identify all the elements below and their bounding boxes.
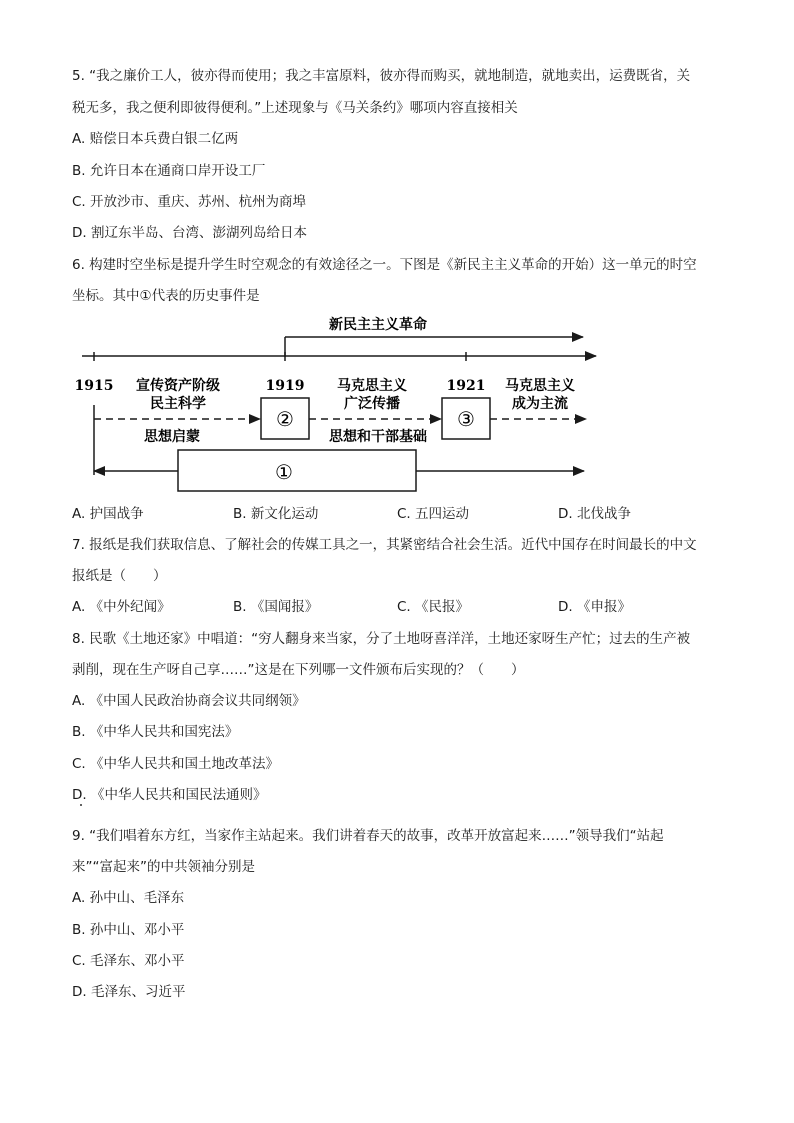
q5-stem-line1: 5. “我之廉价工人，彼亦得而使用；我之丰富原料，彼亦得而购买，就地制造，就地卖出，运费既省，关	[72, 68, 691, 84]
q7-option-b: B. 《国闻报》	[233, 599, 319, 615]
q8-option-b: B. 《中华人民共和国宪法》	[72, 724, 239, 740]
box-1-label: ①	[275, 460, 293, 484]
q5-stem-line2: 税无多，我之便利即彼得便利。”上述现象与《马关条约》哪项内容直接相关	[72, 100, 518, 116]
q8-option-d: D. 《中华人民共和国民法通则》	[72, 787, 267, 803]
q8-stem-line2: 剥削，现在生产呀自己享……”这是在下列哪一文件颁布后实现的？（ ）	[72, 662, 525, 678]
q7-option-c: C. 《民报》	[397, 599, 470, 615]
label-enlightenment: 思想启蒙	[144, 429, 200, 445]
q7-stem-line1: 7. 报纸是我们获取信息、了解社会的传媒工具之一，其紧密结合社会生活。近代中国存在时间最长的中文	[72, 537, 697, 553]
q6-stem-line2: 坐标。其中①代表的历史事件是	[72, 288, 260, 304]
q9-option-c: C. 毛泽东、邓小平	[72, 953, 185, 969]
q8-option-c: C. 《中华人民共和国土地改革法》	[72, 756, 280, 772]
label-bourgeois-l1: 宣传资产阶级	[136, 378, 220, 394]
year-1915: 1915	[74, 378, 114, 394]
q8-stem-line1: 8. 民歌《土地还家》中唱道：“穷人翻身来当家，分了土地呀喜洋洋，土地还家呀生产忙；过去的生产被	[72, 631, 691, 647]
q7-stem-line2: 报纸是（ ）	[72, 568, 167, 584]
label-marxism-main-l1: 马克思主义	[505, 378, 575, 394]
year-1919: 1919	[265, 378, 305, 394]
timeline-diagram	[0, 305, 794, 500]
label-marxism-main-l2: 成为主流	[512, 396, 568, 412]
q7-option-d: D. 《申报》	[558, 599, 631, 615]
q5-option-d: D. 割辽东半岛、台湾、澎湖列岛给日本	[72, 225, 307, 241]
label-foundation: 思想和干部基础	[329, 429, 427, 445]
q7-option-a: A. 《中外纪闻》	[72, 599, 171, 615]
q6-option-a: A. 护国战争	[72, 506, 144, 522]
q6-option-d: D. 北伐战争	[558, 506, 631, 522]
q9-stem-line1: 9. “我们唱着东方红，当家作主站起来。我们讲着春天的故事，改革开放富起来……”领导我们“站起	[72, 828, 664, 844]
stray-dot	[80, 804, 82, 806]
label-marxism-spread-l2: 广泛传播	[344, 396, 400, 412]
year-1921: 1921	[446, 378, 486, 394]
box-2-label: ②	[276, 407, 294, 431]
q9-option-d: D. 毛泽东、习近平	[72, 984, 186, 1000]
q9-option-a: A. 孙中山、毛泽东	[72, 890, 185, 906]
label-marxism-spread-l1: 马克思主义	[337, 378, 407, 394]
q9-option-b: B. 孙中山、邓小平	[72, 922, 185, 938]
label-bourgeois-l2: 民主科学	[150, 396, 206, 412]
q5-option-a: A. 赔偿日本兵费白银二亿两	[72, 131, 239, 147]
q6-stem-line1: 6. 构建时空坐标是提升学生时空观念的有效途径之一。下图是《新民主主义革命的开始）这一单元的时空	[72, 257, 697, 273]
box-1	[178, 450, 416, 491]
q6-option-b: B. 新文化运动	[233, 506, 319, 522]
q6-option-c: C. 五四运动	[397, 506, 470, 522]
q9-stem-line2: 来”“富起来”的中共领袖分别是	[72, 859, 255, 875]
q5-option-c: C. 开放沙市、重庆、苏州、杭州为商埠	[72, 194, 307, 210]
revolution-label: 新民主主义革命	[329, 317, 427, 333]
q8-option-a: A. 《中国人民政治协商会议共同纲领》	[72, 693, 306, 709]
q5-option-b: B. 允许日本在通商口岸开设工厂	[72, 163, 266, 179]
box-3-label: ③	[457, 407, 475, 431]
